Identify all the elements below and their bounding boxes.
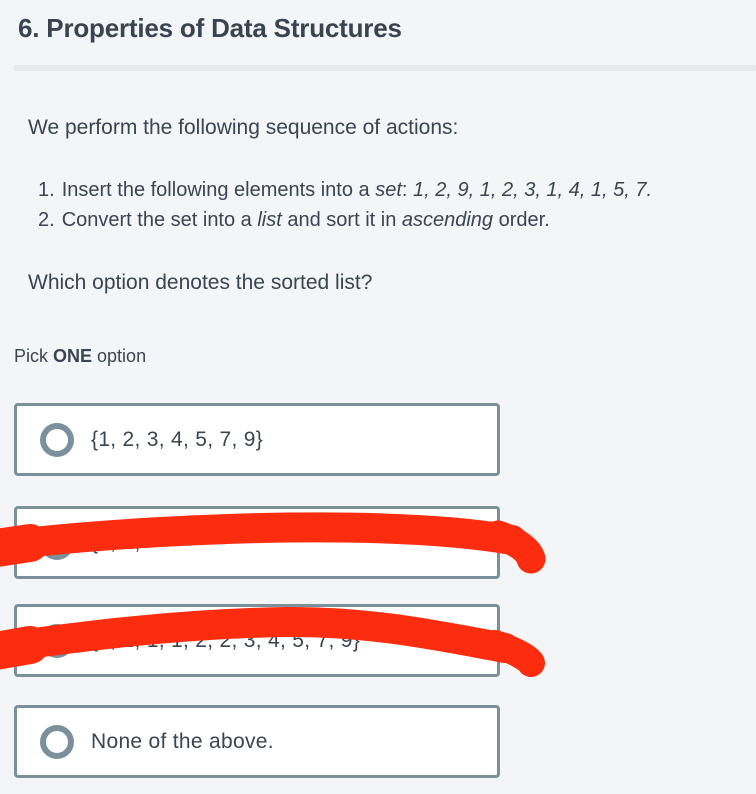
radio-button-icon[interactable] — [40, 624, 74, 658]
question-title: 6. Properties of Data Structures — [18, 13, 402, 43]
question-prompt: Which option denotes the sorted list? — [28, 271, 373, 294]
pick-one-label — [14, 346, 146, 367]
option-a[interactable] — [14, 403, 500, 476]
step-number: 2. — [38, 209, 55, 231]
step-text: Convert the set into a — [61, 209, 258, 231]
step-number: 1. — [38, 179, 55, 201]
option-label: {1, 1, 1, 1, 2, 2, 3, 4, 5, 7, 9} — [91, 628, 361, 652]
divider — [14, 65, 756, 71]
option-b[interactable] — [14, 506, 500, 579]
step-text: Insert the following elements into a — [61, 179, 376, 201]
question-intro: We perform the following sequence of actions: — [28, 116, 459, 139]
option-label: {1, 2, — [91, 530, 141, 554]
pick-text: option — [92, 346, 147, 366]
radio-button-icon[interactable] — [40, 526, 74, 560]
step-text: order. — [493, 209, 550, 231]
step-text-italic: set — [375, 179, 402, 201]
radio-button-icon[interactable] — [40, 725, 74, 759]
step-text: and sort it in — [281, 209, 402, 231]
step-text-italic: 1, 2, 9, 1, 2, 3, 1, 4, 1, 5, 7. — [413, 179, 653, 201]
step-item — [38, 175, 652, 205]
step-text-italic: list — [257, 209, 282, 231]
action-steps — [38, 175, 652, 235]
option-label: {1, 2, 3, 4, 5, 7, 9} — [91, 427, 264, 451]
step-text-italic: ascending — [401, 209, 494, 231]
step-text: : — [401, 179, 414, 201]
option-d[interactable] — [14, 705, 500, 778]
pick-emphasis: ONE — [53, 346, 93, 366]
option-label: None of the above. — [91, 729, 274, 753]
pick-text: Pick — [14, 346, 54, 366]
step-item — [38, 205, 652, 235]
option-c[interactable] — [14, 604, 500, 677]
radio-button-icon[interactable] — [40, 423, 74, 457]
